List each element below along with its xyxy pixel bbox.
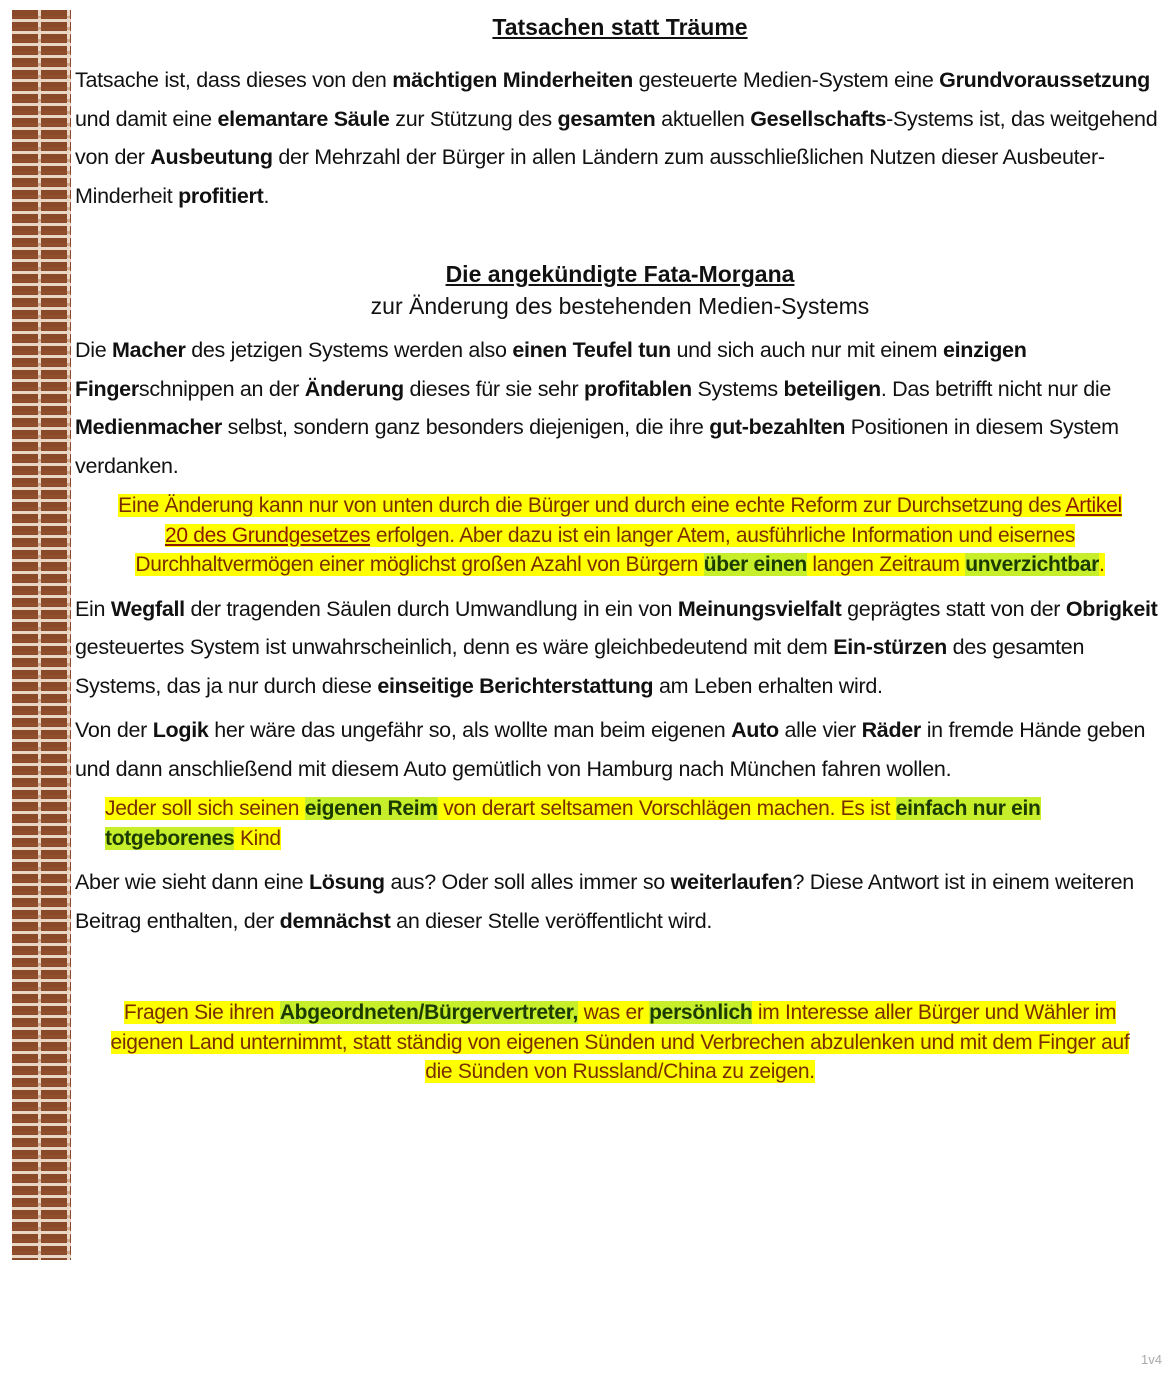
text-segment: und sich auch nur mit einem xyxy=(670,338,943,362)
document-body xyxy=(75,14,1165,1097)
bold-text: einseitige Berichterstattung xyxy=(377,673,654,698)
bold-text: gut-bezahlten xyxy=(709,415,846,439)
bold-text: Macher xyxy=(112,338,186,362)
bold-text: Obrigkeit xyxy=(1065,596,1158,621)
text-segment: dieses für sie sehr xyxy=(403,376,584,401)
text-segment: Positionen in diesem System verdanken. xyxy=(75,415,1119,478)
bold-text: weiterlaufen xyxy=(670,870,793,894)
bold-text: Abgeordneten/Bürgervertreter, xyxy=(279,1001,579,1024)
text-segment: Kind xyxy=(234,826,281,850)
text-segment: erfolgen. Aber dazu ist ein langer Atem, ausführliche Information und eisernes Durchhaltvermögen einer möglichst großen Azahl von Bürgern xyxy=(135,523,1076,576)
brick-border-mortar xyxy=(12,16,71,1260)
text-segment: geprägtes statt von der xyxy=(841,596,1066,621)
highlight-box-3 xyxy=(75,998,1165,1087)
text-segment: Jeder soll sich seinen xyxy=(105,797,305,820)
text-segment: des jetzigen Systems werden also xyxy=(185,338,513,362)
bold-text: Logik xyxy=(152,718,209,742)
text-segment: -Systems ist, das weitgehend von der xyxy=(75,106,1158,169)
text-segment: in fremde Hände geben und dann anschließend mit diesem Auto gemütlich von Hamburg nach München fahren wollen. xyxy=(75,718,1146,781)
text-segment: zur Stützung des xyxy=(389,106,558,131)
grundgesetz-link[interactable]: Artikel 20 des Grundgesetzes xyxy=(164,494,1122,547)
section-subheading: zur Änderung des bestehenden Medien-Systems xyxy=(370,293,870,319)
text-segment: Die xyxy=(75,338,113,362)
text-segment: gesteuertes System ist unwahrscheinlich, denn es wäre gleichbedeutend mit dem xyxy=(75,635,834,659)
text-segment: am Leben erhalten wird. xyxy=(653,673,883,698)
bold-text: Wegfall xyxy=(110,596,185,621)
text-segment: was er xyxy=(578,1001,650,1024)
bold-text: demnächst xyxy=(279,908,391,933)
bold-text: elemantare Säule xyxy=(217,106,390,131)
bold-text: mächtigen Minderheiten xyxy=(392,68,633,92)
bold-text: persönlich xyxy=(649,1001,753,1024)
text-segment: her wäre das ungefähr so, als wollte man beim eigenen xyxy=(208,718,732,742)
bold-text: Lösung xyxy=(308,870,385,894)
text-segment: alle vier xyxy=(778,718,862,742)
paragraph-4 xyxy=(75,711,1165,788)
bold-text: beteiligen xyxy=(783,376,881,401)
text-segment: Ein xyxy=(75,596,111,621)
text-segment: ? Diese Antwort ist in einem weiteren Beitrag enthalten, der xyxy=(75,870,1134,933)
bold-text: Gesellschafts xyxy=(750,106,887,131)
text-segment: . xyxy=(1099,553,1105,576)
text-segment: Tatsache ist, dass dieses von den xyxy=(75,68,393,92)
paragraph-1 xyxy=(75,61,1165,215)
paragraph-2 xyxy=(75,331,1165,485)
bold-text: einfach nur ein totgeborenes xyxy=(105,797,1041,850)
text-segment: der tragenden Säulen durch Umwandlung in ein von xyxy=(184,596,678,621)
bold-text: profitablen xyxy=(584,376,692,401)
text-segment: der Mehrzahl der Bürger in allen Ländern zum ausschließlichen Nutzen dieser Ausbeuter-Minderheit xyxy=(75,145,1105,208)
highlight-box-2 xyxy=(75,794,1165,853)
bold-text: Räder xyxy=(861,718,922,742)
text-segment: . Das betrifft nicht nur die xyxy=(880,376,1112,401)
text-segment: des gesamten Systems, das ja nur durch diese xyxy=(75,635,1085,698)
text-segment: selbst, sondern ganz besonders diejenigen, die ihre xyxy=(221,415,710,439)
bold-text: einen Teufel tun xyxy=(512,338,671,362)
text-segment: aktuellen xyxy=(655,106,751,131)
section-heading: Die angekündigte Fata-Morgana xyxy=(445,261,795,287)
text-segment: aus? Oder soll alles immer so xyxy=(384,870,671,894)
bold-text: profitiert xyxy=(178,183,264,208)
bold-text: Änderung xyxy=(304,376,404,401)
text-segment: Von der xyxy=(75,718,153,742)
page-title: Tatsachen statt Träume xyxy=(492,14,748,40)
bold-text: unverzichtbar xyxy=(965,553,1100,576)
bold-text: Auto xyxy=(731,718,779,742)
text-segment: Eine Änderung kann nur von unten durch die Bürger und durch eine echte Reform zur Durchsetzung des xyxy=(118,494,1066,517)
bold-text: gesamten xyxy=(557,106,656,131)
text-segment: langen Zeitraum xyxy=(806,553,966,576)
page-number: 1v4 xyxy=(1141,1352,1162,1367)
bold-text: Meinungsvielfalt xyxy=(677,596,842,621)
text-segment: im Interesse aller Bürger und Wähler im eigenen Land unternimmt, statt ständig von eigenen Sünden und Verbrechen abzulenken und mit dem Finger auf die Sünden von Russland/China zu zeigen. xyxy=(110,1001,1130,1083)
text-segment: . xyxy=(263,183,270,208)
paragraph-3 xyxy=(75,590,1165,706)
bold-text: Medienmacher xyxy=(75,415,222,439)
bold-text: Ein-stürzen xyxy=(833,635,947,659)
bold-text: Grundvoraussetzung xyxy=(939,68,1150,92)
bold-text: Ausbeutung xyxy=(150,145,273,169)
text-segment: Systems xyxy=(691,376,784,401)
text-segment: Fragen Sie ihren xyxy=(123,1001,280,1024)
bold-text: einzigen Finger xyxy=(75,338,1027,401)
bold-text: eigenen Reim xyxy=(304,797,438,820)
text-segment: von derart seltsamen Vorschlägen machen. Es ist xyxy=(437,797,896,820)
bold-text: über einen xyxy=(703,553,807,576)
text-segment: Aber wie sieht dann eine xyxy=(75,870,309,894)
highlight-box-1 xyxy=(75,491,1165,580)
text-segment: und damit eine xyxy=(75,106,218,131)
paragraph-5 xyxy=(75,863,1165,940)
text-segment: an dieser Stelle veröffentlicht wird. xyxy=(390,908,713,933)
text-segment: schnippen an der xyxy=(138,376,305,401)
text-segment: gesteuerte Medien-System eine xyxy=(632,68,940,92)
